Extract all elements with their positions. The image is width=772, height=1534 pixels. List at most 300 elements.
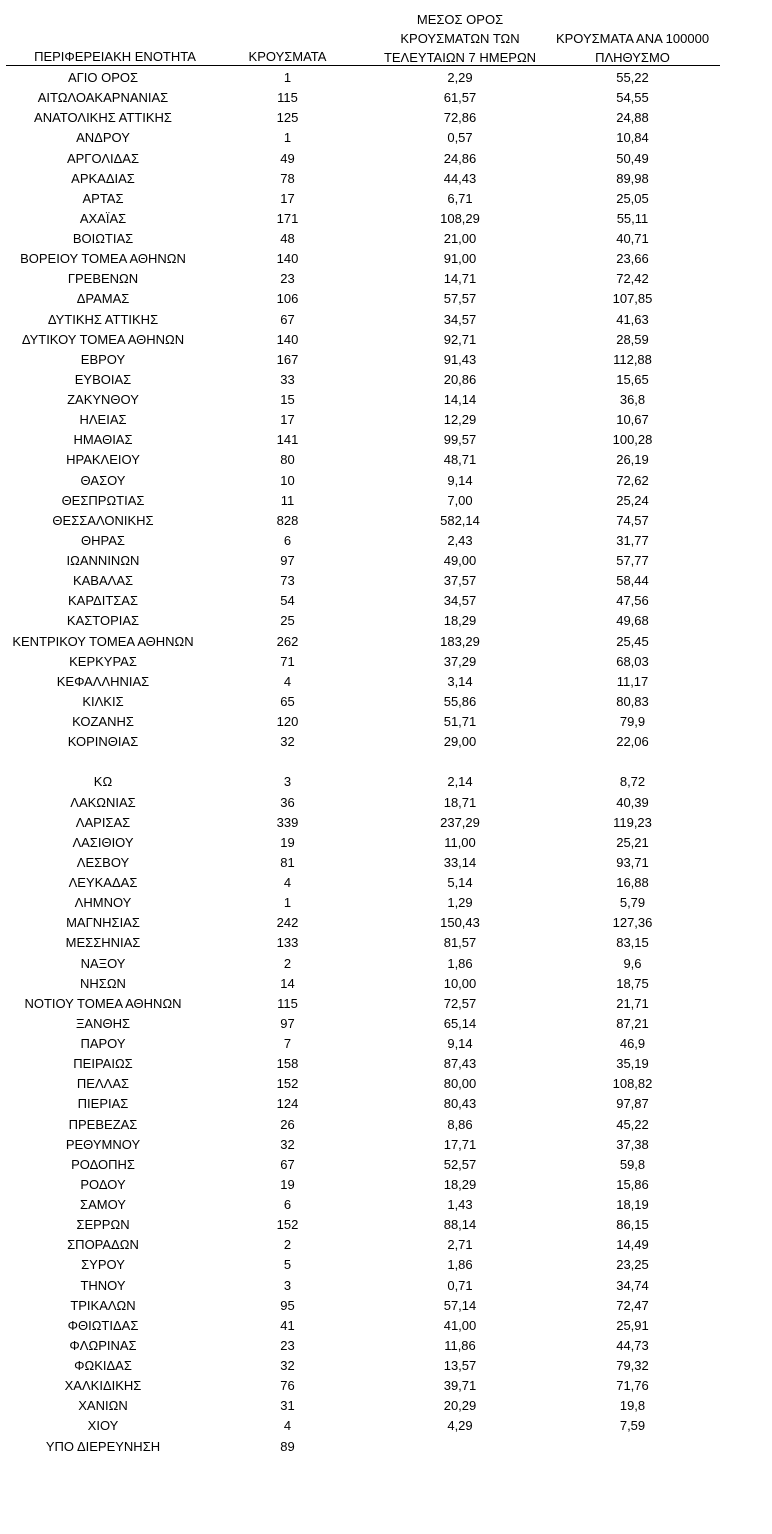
cell-7day-average: 3,14 xyxy=(447,673,473,689)
table-row xyxy=(0,269,772,289)
cell-cases-per-100k: 23,25 xyxy=(616,1257,649,1273)
cell-cases: 140 xyxy=(276,331,299,347)
cell-cases: 97 xyxy=(280,553,295,568)
cell-cases-per-100k: 68,03 xyxy=(616,653,649,669)
cell-7day-average: 44,43 xyxy=(443,170,477,186)
cell-cases-per-100k: 97,87 xyxy=(616,1096,649,1112)
cell-cases: 41 xyxy=(280,1317,295,1333)
cell-region: ΕΒΡΟΥ xyxy=(80,351,126,367)
table-row xyxy=(0,954,772,974)
cell-cases: 81 xyxy=(280,854,295,870)
cell-cases: 5 xyxy=(283,1257,292,1273)
cell-cases: 95 xyxy=(280,1297,295,1313)
table-row xyxy=(0,752,772,792)
cell-cases-per-100k: 19,8 xyxy=(619,1398,646,1414)
cell-cases: 14 xyxy=(280,975,295,991)
cell-region: ΡΕΘΥΜΝΟΥ xyxy=(65,1136,141,1152)
table-row xyxy=(0,511,772,531)
table-row xyxy=(0,1396,772,1416)
cell-cases-per-100k: 50,49 xyxy=(616,150,649,166)
table-row xyxy=(0,1034,772,1054)
cell-7day-average: 11,00 xyxy=(444,834,476,850)
cell-cases: 31 xyxy=(280,1398,295,1414)
table-row xyxy=(0,1195,772,1215)
cell-cases-per-100k: 112,88 xyxy=(613,351,652,367)
cell-7day-average: 65,14 xyxy=(443,1015,477,1031)
cell-cases: 115 xyxy=(277,90,298,106)
cell-cases-per-100k: 22,06 xyxy=(616,734,649,750)
cell-cases-per-100k: 14,49 xyxy=(616,1237,649,1253)
cell-cases-per-100k: 54,55 xyxy=(616,90,649,106)
cell-7day-average: 1,86 xyxy=(447,1257,473,1273)
cell-cases-per-100k: 9,6 xyxy=(623,955,642,971)
table-row xyxy=(0,652,772,672)
cell-region: ΧΑΝΙΩΝ xyxy=(78,1398,128,1414)
cell-7day-average: 7,00 xyxy=(447,492,473,508)
cell-7day-average: 183,29 xyxy=(440,633,480,649)
cell-cases-per-100k: 8,72 xyxy=(619,774,646,790)
cell-cases: 1 xyxy=(283,895,292,911)
cell-cases-per-100k: 18,19 xyxy=(616,1197,649,1213)
cell-cases: 25 xyxy=(280,613,295,629)
cell-cases-per-100k: 45,22 xyxy=(616,1116,649,1132)
cell-cases-per-100k: 107,85 xyxy=(612,291,653,307)
cell-region: ΑΙΤΩΛΟΑΚΑΡΝΑΝΙΑΣ xyxy=(37,90,169,106)
cell-cases: 2 xyxy=(283,1237,292,1253)
cell-cases: 124 xyxy=(276,1096,299,1112)
cell-cases: 1 xyxy=(283,70,292,85)
cell-cases-per-100k: 10,67 xyxy=(616,412,649,428)
table-row xyxy=(0,370,772,390)
cell-region: ΘΕΣΣΑΛΟΝΙΚΗΣ xyxy=(52,512,154,528)
cell-region: ΣΕΡΡΩΝ xyxy=(76,1217,130,1233)
cell-region: ΘΑΣΟΥ xyxy=(80,472,126,488)
cell-region: ΚΩ xyxy=(93,774,113,790)
cell-region: ΣΑΜΟΥ xyxy=(80,1197,126,1213)
cell-cases-per-100k: 79,32 xyxy=(616,1358,649,1374)
cell-region: ΗΜΑΘΙΑΣ xyxy=(73,432,133,448)
table-row xyxy=(0,1316,772,1336)
cell-cases: 4 xyxy=(283,1418,292,1434)
cell-region: ΔΥΤΙΚΟΥ ΤΟΜΕΑ ΑΘΗΝΩΝ xyxy=(21,331,185,347)
cell-region: ΔΡΑΜΑΣ xyxy=(76,291,130,307)
table-body xyxy=(0,68,772,1457)
cell-region: ΜΕΣΣΗΝΙΑΣ xyxy=(65,935,141,951)
cell-region: ΚΕΡΚΥΡΑΣ xyxy=(69,653,137,669)
cell-cases-per-100k: 16,88 xyxy=(616,875,649,891)
cell-7day-average: 5,14 xyxy=(447,875,473,891)
cell-region: ΠΡΕΒΕΖΑΣ xyxy=(68,1116,138,1132)
header-divider xyxy=(6,65,720,66)
cell-7day-average: 11,86 xyxy=(444,1337,476,1353)
cell-cases: 54 xyxy=(280,593,295,609)
table-row xyxy=(0,229,772,249)
table-row xyxy=(0,531,772,551)
table-row xyxy=(0,1416,772,1436)
cell-cases: 10 xyxy=(280,472,295,488)
table-row xyxy=(0,1155,772,1175)
cell-cases-per-100k: 24,88 xyxy=(616,110,649,126)
table-row xyxy=(0,632,772,652)
cell-7day-average: 4,29 xyxy=(447,1418,473,1434)
cell-cases: 71 xyxy=(280,653,295,669)
header-avg-line-2: ΚΡΟΥΣΜΑΤΩΝ ΤΩΝ xyxy=(400,31,520,46)
cell-region: ΥΠΟ ΔΙΕΡΕΥΝΗΣΗ xyxy=(45,1438,161,1454)
cell-region: ΕΥΒΟΙΑΣ xyxy=(74,371,132,387)
cell-cases-per-100k: 37,38 xyxy=(616,1136,649,1152)
cell-cases-per-100k: 72,47 xyxy=(616,1297,649,1313)
cell-7day-average: 0,71 xyxy=(447,1277,473,1293)
cell-cases: 33 xyxy=(280,371,295,387)
cell-7day-average: 57,57 xyxy=(443,291,477,307)
cell-region: ΑΧΑΪΑΣ xyxy=(79,210,127,226)
cell-7day-average: 48,71 xyxy=(443,452,477,468)
header-region xyxy=(0,47,230,66)
cell-7day-average: 6,71 xyxy=(447,190,473,206)
table-row xyxy=(0,310,772,330)
cell-cases: 73 xyxy=(280,573,295,589)
cell-cases-per-100k: 127,36 xyxy=(612,915,653,931)
table-row xyxy=(0,128,772,148)
cell-cases: 133 xyxy=(276,935,299,951)
cell-region: ΛΕΥΚΑΔΑΣ xyxy=(68,875,138,891)
cell-region: ΝΟΤΙΟΥ ΤΟΜΕΑ ΑΘΗΝΩΝ xyxy=(24,995,182,1011)
header-per-line-2: ΠΛΗΘΥΣΜΟ xyxy=(595,50,670,65)
cell-cases: 65 xyxy=(280,693,295,709)
cell-cases-per-100k: 25,24 xyxy=(616,492,649,508)
cell-cases-per-100k: 89,98 xyxy=(616,170,649,186)
cell-7day-average: 150,43 xyxy=(440,915,480,931)
table-row xyxy=(0,1175,772,1195)
cell-region: ΛΑΚΩΝΙΑΣ xyxy=(70,794,136,810)
cell-cases-per-100k: 34,74 xyxy=(616,1277,649,1293)
cell-7day-average: 18,29 xyxy=(443,1176,477,1192)
cell-region: ΓΡΕΒΕΝΩΝ xyxy=(67,271,139,287)
cell-region: ΦΛΩΡΙΝΑΣ xyxy=(69,1337,137,1353)
cell-cases-per-100k: 21,71 xyxy=(616,995,649,1011)
cell-cases: 4 xyxy=(283,875,292,891)
cell-cases-per-100k: 44,73 xyxy=(616,1337,649,1353)
cell-7day-average: 33,14 xyxy=(443,854,477,870)
cell-region: ΛΕΣΒΟΥ xyxy=(76,854,130,870)
table-row xyxy=(0,692,772,712)
cell-cases-per-100k: 7,59 xyxy=(619,1418,646,1434)
table-row xyxy=(0,169,772,189)
cell-cases-per-100k: 72,62 xyxy=(616,472,649,488)
cell-7day-average: 237,29 xyxy=(440,814,480,830)
cell-cases: 4 xyxy=(283,673,292,689)
cell-cases: 262 xyxy=(276,633,299,649)
cell-cases-per-100k: 25,05 xyxy=(616,190,649,206)
cell-region: ΦΘΙΩΤΙΔΑΣ xyxy=(67,1317,139,1333)
cell-7day-average: 582,14 xyxy=(440,512,480,528)
table-row xyxy=(0,974,772,994)
cell-7day-average: 9,14 xyxy=(447,1036,473,1052)
table-row xyxy=(0,149,772,169)
cell-region: ΒΟΡΕΙΟΥ ΤΟΜΕΑ ΑΘΗΝΩΝ xyxy=(20,251,186,267)
cell-cases: 23 xyxy=(280,271,295,287)
header-7day-average xyxy=(360,10,560,67)
cell-region: ΝΑΞΟΥ xyxy=(80,955,126,971)
table-row xyxy=(0,471,772,491)
cell-region: ΡΟΔΟΥ xyxy=(80,1176,126,1192)
cell-7day-average: 81,57 xyxy=(443,935,477,951)
cell-7day-average: 80,43 xyxy=(443,1096,477,1112)
table-row xyxy=(0,1094,772,1114)
cell-cases-per-100k: 28,59 xyxy=(616,331,649,347)
cell-region: ΧΙΟΥ xyxy=(87,1418,119,1434)
table-row xyxy=(0,893,772,913)
cell-7day-average: 91,00 xyxy=(443,251,477,267)
cell-7day-average: 14,14 xyxy=(443,392,477,407)
table-row xyxy=(0,994,772,1014)
cell-region: ΑΡΓΟΛΙΔΑΣ xyxy=(66,150,140,166)
cell-cases-per-100k: 72,42 xyxy=(616,271,649,287)
header-avg-line-3: ΤΕΛΕΥΤΑΙΩΝ 7 ΗΜΕΡΩΝ xyxy=(383,50,537,65)
cell-7day-average: 108,29 xyxy=(440,210,480,226)
cell-cases: 152 xyxy=(276,1076,299,1092)
cell-cases: 158 xyxy=(276,1056,299,1072)
table-row xyxy=(0,209,772,229)
cell-cases: 26 xyxy=(280,1116,295,1132)
table-row xyxy=(0,88,772,108)
cell-7day-average: 29,00 xyxy=(443,734,477,750)
table-row xyxy=(0,1074,772,1094)
cell-cases: 2 xyxy=(283,955,292,971)
cell-7day-average: 72,57 xyxy=(443,995,477,1011)
cell-cases-per-100k: 18,75 xyxy=(616,975,649,991)
cell-7day-average: 24,86 xyxy=(443,150,477,166)
cell-region: ΠΑΡΟΥ xyxy=(80,1036,126,1052)
cell-cases-per-100k: 15,86 xyxy=(616,1176,649,1192)
table-row xyxy=(0,189,772,209)
cell-cases: 152 xyxy=(276,1217,299,1233)
cell-region: ΠΕΛΛΑΣ xyxy=(76,1076,130,1092)
cell-cases: 17 xyxy=(280,412,295,428)
cell-cases-per-100k: 119,23 xyxy=(613,814,652,830)
table-row xyxy=(0,491,772,511)
table-row xyxy=(0,1437,772,1457)
cell-cases: 141 xyxy=(276,432,299,448)
cell-region: ΚΟΖΑΝΗΣ xyxy=(72,714,134,729)
table-row xyxy=(0,611,772,631)
cell-region: ΠΙΕΡΙΑΣ xyxy=(77,1096,129,1112)
cell-cases: 828 xyxy=(276,512,299,528)
cell-cases-per-100k: 5,79 xyxy=(619,895,646,911)
cell-cases: 15 xyxy=(280,392,295,407)
cell-cases-per-100k: 26,19 xyxy=(616,452,649,468)
cell-region: ΛΗΜΝΟΥ xyxy=(74,895,132,911)
cell-cases-per-100k: 55,22 xyxy=(616,70,649,85)
cell-cases: 97 xyxy=(280,1015,295,1031)
cell-cases: 3 xyxy=(283,1277,292,1293)
cell-region: ΧΑΛΚΙΔΙΚΗΣ xyxy=(64,1378,142,1394)
cell-7day-average: 2,43 xyxy=(447,532,473,548)
table-row xyxy=(0,551,772,571)
cell-cases-per-100k: 25,45 xyxy=(616,633,649,649)
cell-7day-average: 61,57 xyxy=(443,90,477,106)
cell-7day-average: 1,43 xyxy=(447,1197,473,1213)
cell-7day-average: 17,71 xyxy=(443,1136,477,1152)
cell-cases-per-100k: 87,21 xyxy=(616,1015,649,1031)
cell-cases: 89 xyxy=(280,1438,295,1454)
header-cases-label: ΚΡΟΥΣΜΑΤΑ xyxy=(248,49,327,64)
cell-region: ΤΗΝΟΥ xyxy=(80,1277,126,1293)
cell-7day-average: 9,14 xyxy=(447,472,473,488)
cell-region: ΤΡΙΚΑΛΩΝ xyxy=(70,1297,136,1313)
cell-region: ΚΕΝΤΡΙΚΟΥ ΤΟΜΕΑ ΑΘΗΝΩΝ xyxy=(12,633,194,649)
table-row xyxy=(0,1215,772,1235)
cell-region: ΑΝΔΡΟΥ xyxy=(76,130,130,146)
cell-7day-average: 57,14 xyxy=(443,1297,477,1313)
cell-cases-per-100k: 25,21 xyxy=(616,834,649,850)
table-row xyxy=(0,410,772,430)
table-row xyxy=(0,1115,772,1135)
cell-region: ΝΗΣΩΝ xyxy=(80,975,126,991)
cell-7day-average: 41,00 xyxy=(443,1317,477,1333)
table-row xyxy=(0,1336,772,1356)
table-row xyxy=(0,793,772,813)
cell-region: ΖΑΚΥΝΘΟΥ xyxy=(67,392,139,407)
table-row xyxy=(0,833,772,853)
cell-7day-average: 87,43 xyxy=(443,1056,477,1072)
cell-cases-per-100k: 36,8 xyxy=(619,392,646,407)
table-row xyxy=(0,1276,772,1296)
cell-7day-average: 14,71 xyxy=(443,271,477,287)
cell-cases: 171 xyxy=(276,210,299,226)
cell-region: ΙΩΑΝΝΙΝΩΝ xyxy=(66,553,140,568)
cell-cases: 48 xyxy=(280,231,295,246)
table-row xyxy=(0,108,772,128)
cell-cases: 76 xyxy=(280,1378,295,1394)
cell-cases: 140 xyxy=(276,251,299,267)
cell-7day-average: 51,71 xyxy=(443,714,477,729)
table-row xyxy=(0,330,772,350)
table-row xyxy=(0,813,772,833)
cell-cases: 49 xyxy=(280,150,295,166)
cell-region: ΣΥΡΟΥ xyxy=(81,1257,125,1273)
cell-region: ΜΑΓΝΗΣΙΑΣ xyxy=(66,915,140,931)
table-row xyxy=(0,350,772,370)
table-row xyxy=(0,450,772,470)
table-row xyxy=(0,68,772,88)
cell-7day-average: 10,00 xyxy=(443,975,477,991)
table-row xyxy=(0,571,772,591)
cell-7day-average: 2,14 xyxy=(447,774,473,790)
cell-cases: 167 xyxy=(276,351,299,367)
cell-region: ΘΗΡΑΣ xyxy=(81,532,125,548)
cell-region: ΚΕΦΑΛΛΗΝΙΑΣ xyxy=(56,673,150,689)
cell-cases: 17 xyxy=(280,190,295,206)
cell-cases: 80 xyxy=(280,452,295,468)
table-row xyxy=(0,249,772,269)
table-row xyxy=(0,390,772,410)
table-row xyxy=(0,732,772,752)
cell-region: ΞΑΝΘΗΣ xyxy=(75,1015,131,1031)
cell-7day-average: 92,71 xyxy=(443,331,477,347)
cell-region: ΑΝΑΤΟΛΙΚΗΣ ΑΤΤΙΚΗΣ xyxy=(34,110,172,126)
cell-cases: 36 xyxy=(280,794,295,810)
cell-cases: 242 xyxy=(276,915,299,931)
cell-7day-average: 52,57 xyxy=(443,1156,477,1172)
cell-cases: 106 xyxy=(276,291,299,307)
cell-cases-per-100k: 79,9 xyxy=(619,714,646,729)
cell-7day-average: 91,43 xyxy=(443,351,477,367)
cell-region: ΠΕΙΡΑΙΩΣ xyxy=(73,1056,133,1072)
cell-cases: 120 xyxy=(276,714,299,729)
cell-7day-average: 88,14 xyxy=(443,1217,477,1233)
table-row xyxy=(0,672,772,692)
cell-region: ΚΙΛΚΙΣ xyxy=(82,693,124,709)
table-row xyxy=(0,1054,772,1074)
cell-region: ΑΡΤΑΣ xyxy=(82,190,124,206)
cell-7day-average: 1,86 xyxy=(447,955,473,971)
cell-cases-per-100k: 86,15 xyxy=(616,1217,649,1233)
cell-region: ΗΛΕΙΑΣ xyxy=(79,412,127,428)
header-cases-per-100k xyxy=(540,29,725,67)
table-row xyxy=(0,289,772,309)
cell-cases-per-100k: 40,39 xyxy=(616,794,649,810)
cell-cases-per-100k: 49,68 xyxy=(616,613,649,629)
cell-region: ΣΠΟΡΑΔΩΝ xyxy=(67,1237,139,1253)
cell-cases: 339 xyxy=(276,814,299,830)
cell-cases-per-100k: 58,44 xyxy=(616,573,649,589)
cell-cases-per-100k: 31,77 xyxy=(616,532,649,548)
table-row xyxy=(0,933,772,953)
cell-region: ΒΟΙΩΤΙΑΣ xyxy=(72,231,134,246)
cell-7day-average: 1,29 xyxy=(447,895,473,911)
cell-region: ΚΑΒΑΛΑΣ xyxy=(72,573,134,589)
cell-region: ΚΟΡΙΝΘΙΑΣ xyxy=(67,734,139,750)
table-row xyxy=(0,712,772,732)
cell-cases-per-100k: 80,83 xyxy=(616,693,649,709)
table-row xyxy=(0,873,772,893)
cell-cases-per-100k: 10,84 xyxy=(616,130,649,146)
cell-7day-average: 34,57 xyxy=(443,311,477,327)
cell-7day-average: 8,86 xyxy=(447,1116,473,1132)
cell-cases-per-100k: 40,71 xyxy=(616,231,649,246)
header-avg-line-1: ΜΕΣΟΣ ΟΡΟΣ xyxy=(416,12,504,27)
table-row xyxy=(0,913,772,933)
cell-7day-average: 37,57 xyxy=(443,573,477,589)
cell-cases-per-100k: 71,76 xyxy=(616,1378,649,1394)
cell-region: ΡΟΔΟΠΗΣ xyxy=(71,1156,135,1172)
cell-cases: 32 xyxy=(280,734,295,750)
table-row xyxy=(0,1376,772,1396)
cell-cases-per-100k: 108,82 xyxy=(612,1076,653,1092)
cell-cases: 11 xyxy=(280,492,295,508)
cell-cases: 32 xyxy=(280,1136,295,1152)
table-row xyxy=(0,1255,772,1275)
cell-7day-average: 13,57 xyxy=(443,1358,477,1374)
cell-cases: 6 xyxy=(283,1197,292,1213)
cell-cases-per-100k: 15,65 xyxy=(616,371,649,387)
cell-region: ΚΑΡΔΙΤΣΑΣ xyxy=(67,593,139,609)
table-row xyxy=(0,1135,772,1155)
cell-cases-per-100k: 25,91 xyxy=(616,1317,649,1333)
cell-cases-per-100k: 55,11 xyxy=(616,210,649,226)
cell-7day-average: 0,57 xyxy=(447,130,473,146)
cell-region: ΘΕΣΠΡΩΤΙΑΣ xyxy=(61,492,145,508)
cell-region: ΛΑΣΙΘΙΟΥ xyxy=(72,834,134,850)
cell-cases-per-100k: 35,19 xyxy=(616,1056,649,1072)
header-region-label: ΠΕΡΙΦΕΡΕΙΑΚΗ ΕΝΟΤΗΤΑ xyxy=(34,49,196,64)
table-row xyxy=(0,1356,772,1376)
cell-7day-average: 72,86 xyxy=(443,110,477,126)
cell-7day-average: 20,86 xyxy=(443,371,477,387)
cell-cases: 7 xyxy=(283,1036,292,1052)
cell-cases: 115 xyxy=(277,995,298,1011)
